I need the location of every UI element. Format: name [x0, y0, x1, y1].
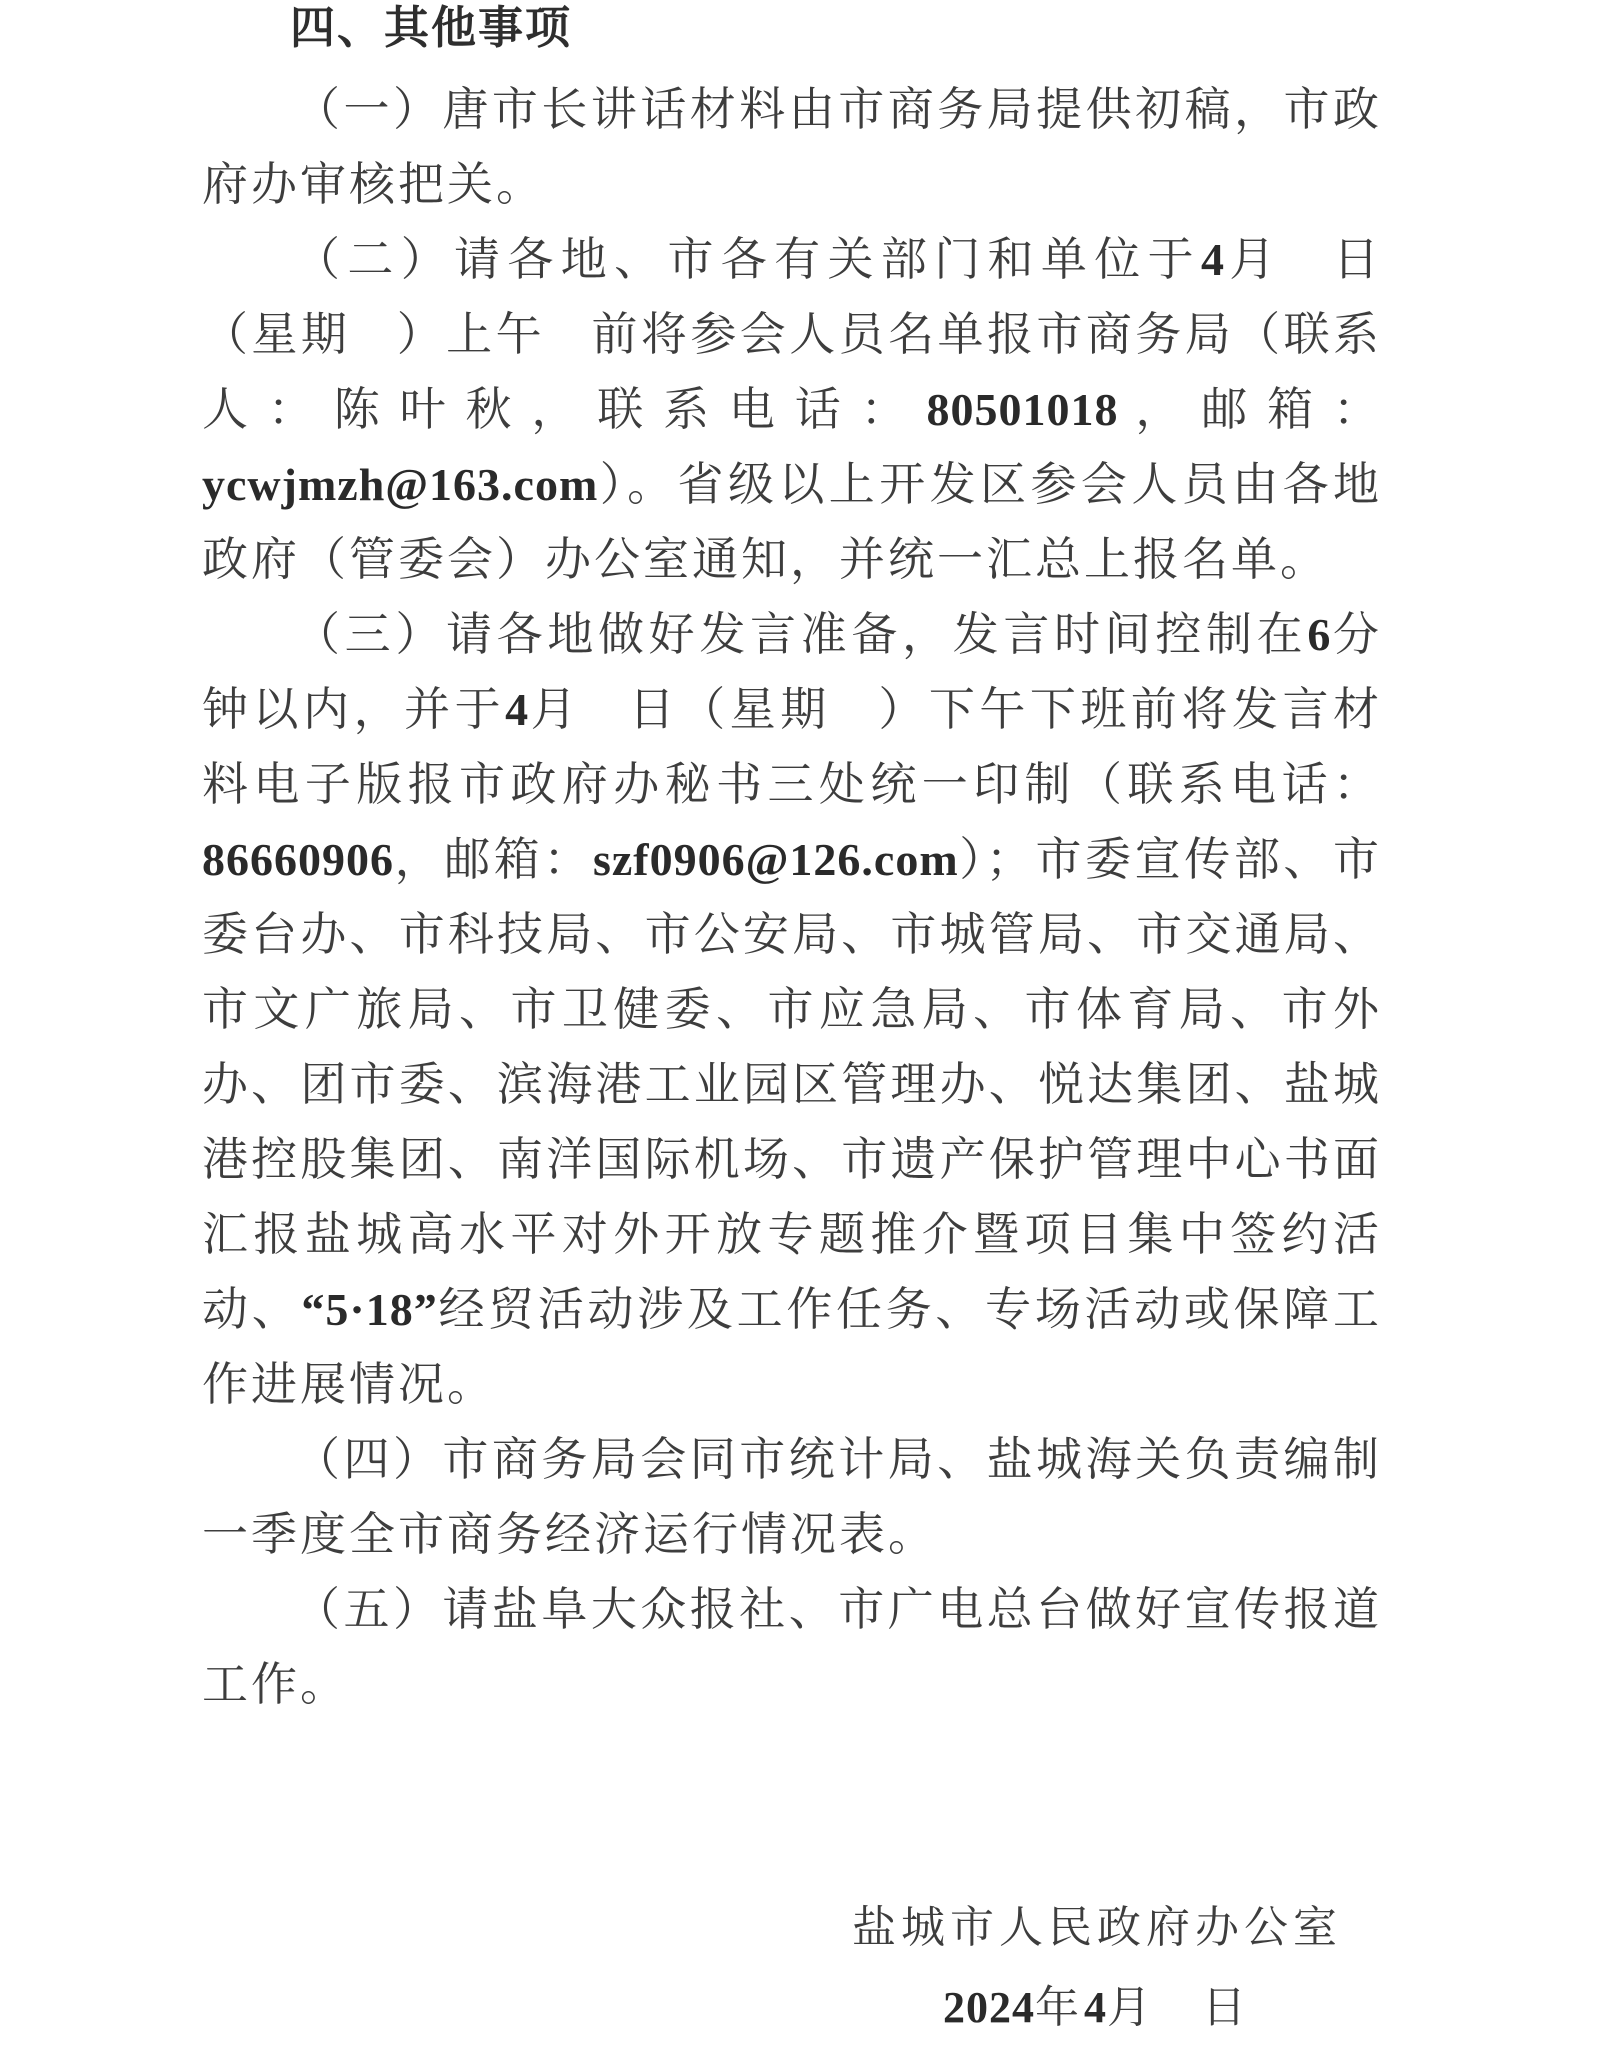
document-body [202, 72, 1382, 1722]
p2-text-1: （二）请各地、市各有关部门和单位于 [294, 232, 1201, 286]
p2-phone: 80501018 [926, 384, 1119, 435]
p3-month: 4 [505, 684, 530, 735]
p3-text-1: （三）请各地做好发言准备，发言时间控制在 [294, 607, 1308, 661]
p2-text-7: ）。省级以上开发区参会人员由各地政府（管委会）办公室通知，并统一汇总上报名单。 [202, 457, 1382, 586]
signature-month-unit: 月 [1107, 1982, 1156, 2033]
p2-text-5: 前将参会人员名单报市商务局（联系人：陈叶秋，联系电话： [202, 307, 1383, 436]
p3-email: szf0906@126.com [592, 834, 959, 885]
paragraph-5 [202, 1572, 1382, 1722]
paragraph-4-text: （四）市商务局会同市统计局、盐城海关负责编制一季度全市商务经济运行情况表。 [202, 1432, 1382, 1561]
paragraph-3 [202, 597, 1382, 1422]
signature-month: 4 [1084, 1983, 1107, 2032]
p2-email: ycwjmzh@163.com [202, 459, 599, 510]
p3-text-8: 经贸活动涉及工作任务、专场活动或保障工作进展情况。 [202, 1282, 1383, 1411]
p3-minutes: 6 [1307, 609, 1332, 660]
paragraph-2 [202, 222, 1382, 597]
paragraph-5-text: （五）请盐阜大众报社、市广电总台做好宣传报道工作。 [202, 1582, 1382, 1711]
paragraph-1 [202, 72, 1382, 222]
signature-org: 盐城市人民政府办公室 [852, 1902, 1342, 1953]
signature-year: 2024 [943, 1983, 1035, 2032]
p3-phone: 86660906 [202, 834, 394, 885]
p2-month: 4 [1200, 234, 1225, 285]
p3-text-7: ）；市委宣传部、市委台办、市科技局、市公安局、市城管局、市交通局、市文广旅局、市卫健委、市应急局、市体育局、市外办、团市委、滨海港工业园区管理办、悦达集团、盐城港控股集团、南洋国际机场、市遗产保护管理中心书面汇报盐城高水平对外开放专题推介暨项目集中签约活动、 [202, 832, 1383, 1336]
paragraph-1-text: （一）唐市长讲话材料由市商务局提供初稿，市政府办审核把关。 [202, 82, 1382, 211]
p3-text-4: 日（星期 [627, 682, 831, 736]
p3-text-2: 分钟以内，并于 [202, 607, 1383, 736]
p2-text-3: 日（星期 [202, 232, 1383, 361]
section-heading: 四、其他事项 [290, 1, 573, 54]
signature-year-unit: 年 [1035, 1982, 1084, 2033]
signature-block [852, 1888, 1342, 2048]
paragraph-4 [202, 1422, 1382, 1572]
p2-text-6: ，邮箱： [1118, 382, 1383, 436]
signature-date [852, 1968, 1342, 2048]
p3-text-5: ）下午下班前将发言材料电子版报市政府办秘书三处统一印制（联系电话： [202, 682, 1383, 811]
p2-text-4: ）上午 [396, 307, 546, 361]
p2-text-2: 月 [1224, 232, 1283, 286]
signature-day-unit: 日 [1202, 1982, 1251, 2033]
p3-text-6: ，邮箱： [394, 832, 593, 886]
p3-text-3: 月 [529, 682, 582, 736]
p3-event-name: “5·18” [301, 1284, 438, 1335]
